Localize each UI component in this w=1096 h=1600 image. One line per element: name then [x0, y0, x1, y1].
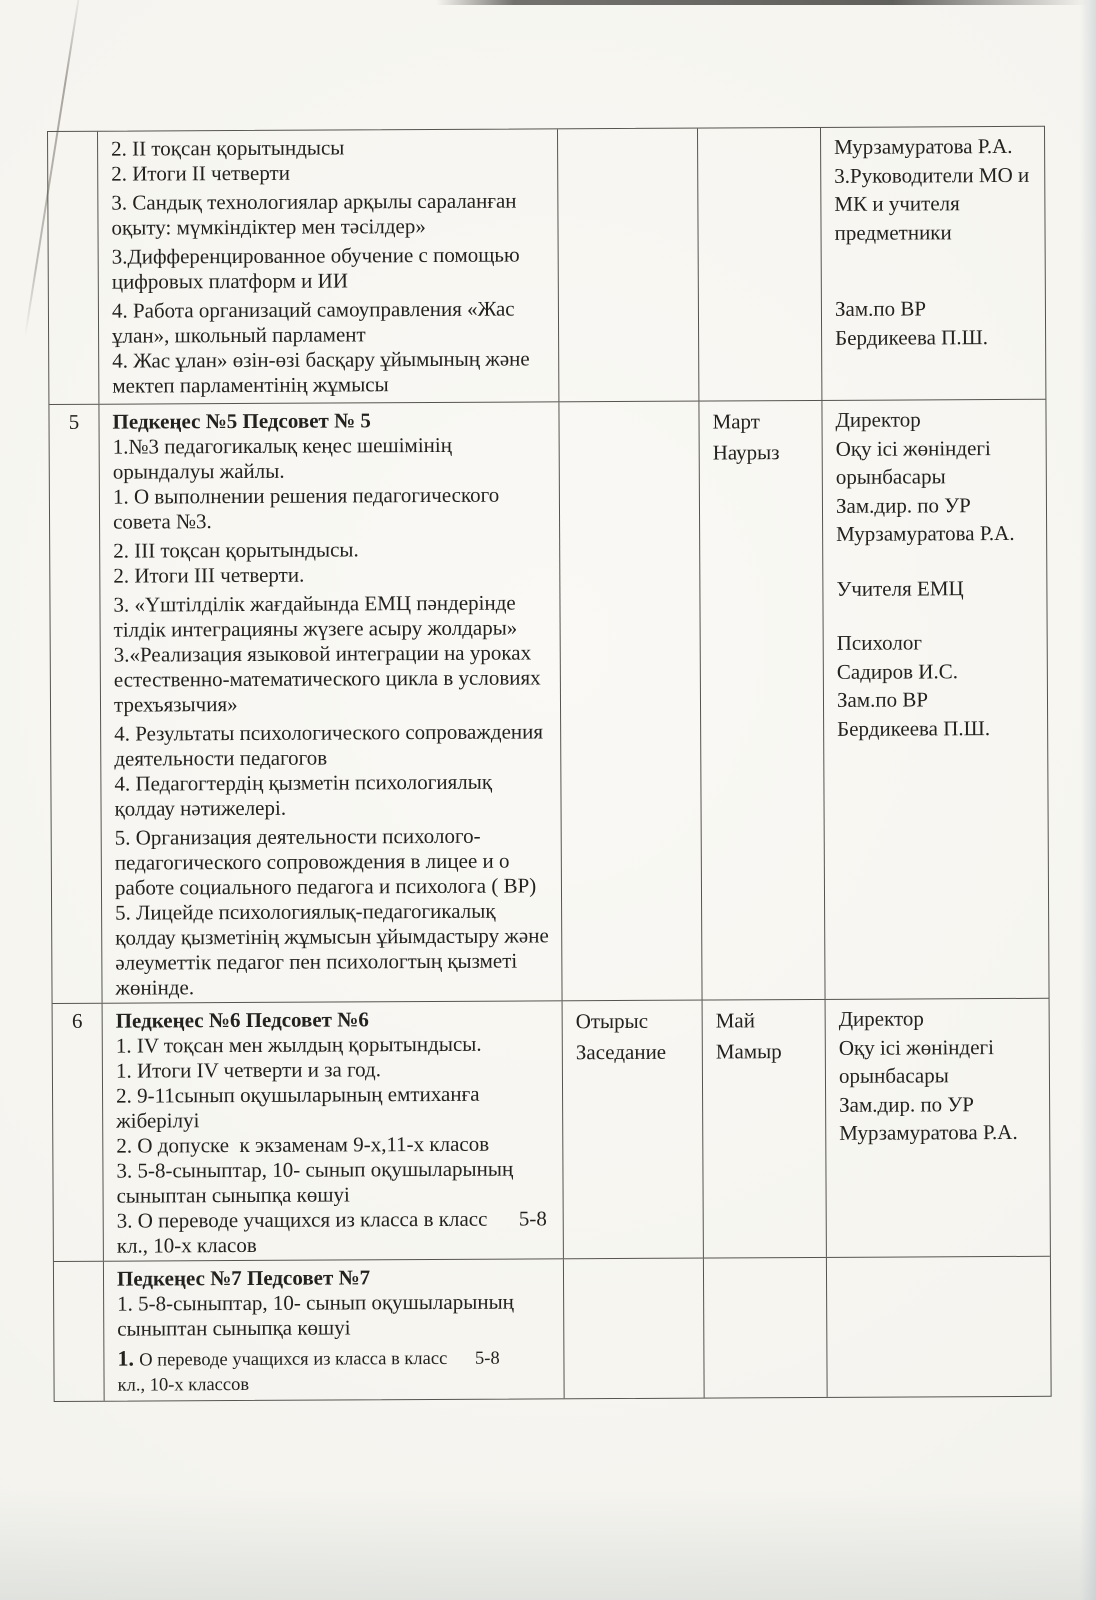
meeting-title: Педкеңес №7 Педсовет №7 [116, 1265, 371, 1291]
form-cell [558, 129, 699, 402]
agenda-item: 4. Педагогтердің қызметін психологиялық қолдау нәтижелері. [114, 769, 493, 821]
responsible-line: Психолог [836, 630, 923, 655]
pedcouncil-plan-table [47, 126, 1052, 1402]
table-row-4-continued [48, 127, 1045, 405]
month-cell [699, 401, 825, 1000]
month-cell [703, 1000, 827, 1258]
agenda-cell [104, 1259, 565, 1400]
table-row-6 [53, 999, 1050, 1262]
agenda-item: 2. III тоқсан қорытындысы. [113, 537, 359, 563]
agenda-item: 2. Итоги III четверти. [113, 562, 305, 588]
agenda-item: 1. О выполнении решения педагогического совета №3. [112, 482, 500, 534]
agenda-cell [98, 129, 559, 403]
agenda-item: 4. Результаты психологического сопроваждения деятельности педагогов [114, 719, 544, 771]
month-line: Наурыз [712, 440, 780, 465]
responsible-line: Оқу ісі жөніндегі орынбасары [835, 435, 991, 489]
form-cell [559, 402, 702, 1001]
agenda-item-number: 1. [117, 1345, 134, 1371]
responsible-line: Мурзамуратова Р.А. [836, 520, 1015, 546]
agenda-item: 2. II тоқсан қорытындысы [111, 135, 345, 161]
row-number-cell [53, 1004, 104, 1261]
right-edge-shadow [1080, 0, 1096, 1600]
form-line: Заседание [575, 1039, 667, 1065]
responsible-line: Директор [835, 407, 921, 432]
responsible-line: Бердикеева П.Ш. [837, 715, 991, 741]
responsible-line: Директор [838, 1006, 924, 1031]
agenda-item: кл., 10-х классов [117, 1374, 250, 1396]
responsible-cell [827, 1257, 1051, 1397]
agenda-item: 2. О допуске к экзаменам 9-х,11-х класов [116, 1131, 490, 1158]
agenda-item: 1. Итоги IV четверти и за год. [115, 1057, 382, 1083]
agenda-item: 2. Итоги II четверти [111, 160, 291, 186]
responsible-line: Мурзамуратова Р.А. [839, 1119, 1018, 1145]
responsible-line: Зам.дир. по УР [839, 1091, 975, 1117]
meeting-title: Педкеңес №5 Педсовет № 5 [112, 408, 371, 434]
month-cell [704, 1258, 828, 1398]
row-number: 5 [68, 409, 80, 434]
agenda-item: 3. «Үштілділік жағдайында ЕМЦ пәндерінде тілдік интеграцияны жүзеге асыру жолдары» [113, 590, 518, 642]
agenda-item [117, 1343, 555, 1373]
responsible-line: Садиров И.С. [836, 658, 958, 684]
agenda-item: 1.№3 педагогикалық кеңес шешімінің орындалуы жайлы. [112, 432, 452, 484]
month-cell [698, 128, 822, 401]
form-cell [564, 1259, 705, 1399]
agenda-cell [103, 1001, 564, 1260]
agenda-item: 5. Организация деятельности психолого-педагогического сопровождения в лицее и о работе социального педагога и психолога ( ВР) [114, 823, 537, 900]
responsible-line: 3.Руководители МО и МК и учителя предметники [834, 162, 1030, 245]
agenda-item: 3. 5-8-сыныптар, 10- сынып оқушыларының сыныптан сыныпқа көшуі [116, 1156, 514, 1208]
form-cell [563, 1001, 704, 1259]
responsible-line: Зам.по ВР [836, 687, 929, 712]
responsible-line: Зам.дир. по УР [835, 492, 971, 518]
responsible-line: Оқу ісі жөніндегі орынбасары [838, 1034, 995, 1088]
agenda-item: 4. Работа организаций самоуправления «Жас ұлан», школьный парламент [111, 296, 515, 348]
responsible-line: Учителя ЕМЦ [836, 575, 964, 601]
row-number-cell [48, 132, 99, 404]
responsible-line: Мурзамуратова Р.А. [834, 133, 1013, 159]
month-line: Мамыр [715, 1039, 782, 1064]
bottom-edge-shadow [0, 1490, 1096, 1600]
agenda-item: 1. 5-8-сыныптар, 10- сынып оқушыларының сыныптан сыныпқа көшуі [117, 1289, 514, 1341]
month-line: Май [715, 1008, 755, 1033]
agenda-item: 3.«Реализация языковой интеграции на уроках естественно-математического цикла в условиях трехъязычия» [113, 640, 541, 717]
scan-edge-artifact [436, 0, 1088, 5]
agenda-item: 2. 9-11сынып оқушыларының емтиханға жіберілуі [115, 1081, 480, 1133]
row-number: 6 [71, 1008, 83, 1033]
responsible-line: Зам.по ВР [834, 296, 927, 321]
table-row-7 [54, 1257, 1051, 1401]
agenda-item: 4. Жас ұлан» өзін-өзі басқару ұйымының және мектеп парламентінің жұмысы [112, 346, 530, 398]
form-line: Отырыс [575, 1008, 649, 1034]
table-row-5 [49, 400, 1048, 1004]
row-number-cell [49, 405, 102, 1003]
agenda-item: 5. Лицейде психологиялық-педагогикалық қолдау қызметінің жұмысын ұйымдастыру және әлеуметтік педагог пен психологтың қызметі жөнінде. [115, 898, 549, 1000]
row-number-cell [54, 1262, 105, 1401]
agenda-item-text: О переводе учащихся из класса в класс 5-8 [139, 1348, 500, 1371]
meeting-title: Педкеңес №6 Педсовет №6 [115, 1007, 369, 1033]
agenda-item: 3.Дифференцированное обучение с помощью цифровых платформ и ИИ [111, 242, 520, 294]
responsible-cell [821, 127, 1045, 400]
responsible-cell [822, 400, 1048, 999]
agenda-cell [99, 402, 562, 1002]
agenda-item: 3. Сандық технологиялар арқылы сараланған оқыту: мүмкіндіктер мен тәсілдер» [111, 188, 517, 240]
agenda-item: 3. О переводе учащихся из класса в класс 5-8 кл., 10-х класов [116, 1206, 547, 1258]
responsible-cell [826, 999, 1050, 1257]
responsible-line: Бердикеева П.Ш. [835, 324, 989, 350]
agenda-item: 1. IV тоқсан мен жылдың қорытындысы. [115, 1031, 482, 1058]
month-line: Март [712, 409, 760, 434]
